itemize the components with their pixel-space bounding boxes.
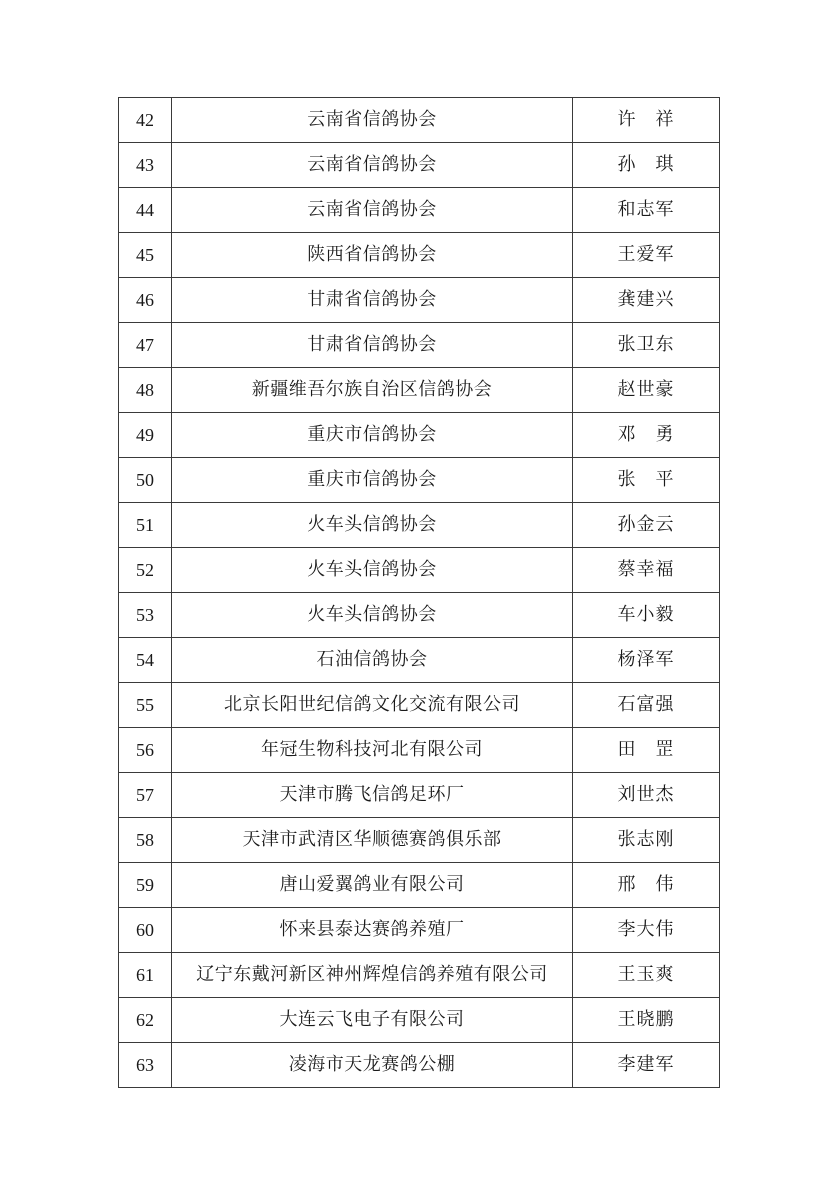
person-name: 车小毅: [573, 593, 720, 638]
table-row: [119, 953, 720, 998]
organization-name: 凌海市天龙赛鸽公棚: [172, 1043, 573, 1088]
table-row: [119, 368, 720, 413]
person-name: 邢 伟: [573, 863, 720, 908]
organization-name: 天津市武清区华顺德赛鸽俱乐部: [172, 818, 573, 863]
row-number: 58: [119, 818, 172, 863]
person-name: 石富强: [573, 683, 720, 728]
table-row: [119, 278, 720, 323]
row-number: 50: [119, 458, 172, 503]
organization-name: 石油信鸽协会: [172, 638, 573, 683]
person-name: 许 祥: [573, 98, 720, 143]
row-number: 62: [119, 998, 172, 1043]
table-row: [119, 548, 720, 593]
row-number: 51: [119, 503, 172, 548]
row-number: 43: [119, 143, 172, 188]
organization-name: 火车头信鸽协会: [172, 503, 573, 548]
person-name: 龚建兴: [573, 278, 720, 323]
organization-name: 火车头信鸽协会: [172, 548, 573, 593]
row-number: 57: [119, 773, 172, 818]
table-row: [119, 908, 720, 953]
organization-name: 云南省信鸽协会: [172, 98, 573, 143]
organization-name: 云南省信鸽协会: [172, 143, 573, 188]
row-number: 63: [119, 1043, 172, 1088]
person-name: 蔡幸福: [573, 548, 720, 593]
organization-name: 天津市腾飞信鸽足环厂: [172, 773, 573, 818]
row-number: 56: [119, 728, 172, 773]
person-name: 王玉爽: [573, 953, 720, 998]
table-row: [119, 638, 720, 683]
row-number: 46: [119, 278, 172, 323]
organization-name: 甘肃省信鸽协会: [172, 323, 573, 368]
table-row: [119, 503, 720, 548]
row-number: 55: [119, 683, 172, 728]
organization-name: 大连云飞电子有限公司: [172, 998, 573, 1043]
row-number: 54: [119, 638, 172, 683]
organization-name: 陕西省信鸽协会: [172, 233, 573, 278]
table-row: [119, 818, 720, 863]
row-number: 47: [119, 323, 172, 368]
organization-name: 重庆市信鸽协会: [172, 413, 573, 458]
row-number: 61: [119, 953, 172, 998]
table-row: [119, 683, 720, 728]
organization-name: 火车头信鸽协会: [172, 593, 573, 638]
row-number: 60: [119, 908, 172, 953]
member-table: [118, 97, 720, 1088]
person-name: 李建军: [573, 1043, 720, 1088]
organization-name: 甘肃省信鸽协会: [172, 278, 573, 323]
person-name: 李大伟: [573, 908, 720, 953]
organization-name: 怀来县泰达赛鸽养殖厂: [172, 908, 573, 953]
table-row: [119, 458, 720, 503]
table-row: [119, 863, 720, 908]
person-name: 刘世杰: [573, 773, 720, 818]
row-number: 49: [119, 413, 172, 458]
row-number: 48: [119, 368, 172, 413]
person-name: 邓 勇: [573, 413, 720, 458]
person-name: 王晓鹏: [573, 998, 720, 1043]
organization-name: 新疆维吾尔族自治区信鸽协会: [172, 368, 573, 413]
organization-name: 年冠生物科技河北有限公司: [172, 728, 573, 773]
table-row: [119, 773, 720, 818]
row-number: 44: [119, 188, 172, 233]
person-name: 孙 琪: [573, 143, 720, 188]
row-number: 45: [119, 233, 172, 278]
table-row: [119, 1043, 720, 1088]
table-row: [119, 98, 720, 143]
person-name: 赵世豪: [573, 368, 720, 413]
row-number: 42: [119, 98, 172, 143]
organization-name: 辽宁东戴河新区神州辉煌信鸽养殖有限公司: [172, 953, 573, 998]
table-row: [119, 233, 720, 278]
organization-name: 重庆市信鸽协会: [172, 458, 573, 503]
person-name: 张 平: [573, 458, 720, 503]
person-name: 孙金云: [573, 503, 720, 548]
table-row: [119, 998, 720, 1043]
member-table-body: [119, 98, 720, 1088]
table-row: [119, 593, 720, 638]
table-row: [119, 323, 720, 368]
row-number: 52: [119, 548, 172, 593]
person-name: 张志刚: [573, 818, 720, 863]
table-row: [119, 728, 720, 773]
row-number: 53: [119, 593, 172, 638]
table-row: [119, 413, 720, 458]
person-name: 和志军: [573, 188, 720, 233]
organization-name: 云南省信鸽协会: [172, 188, 573, 233]
organization-name: 唐山爱翼鸽业有限公司: [172, 863, 573, 908]
person-name: 王爱军: [573, 233, 720, 278]
row-number: 59: [119, 863, 172, 908]
table-row: [119, 143, 720, 188]
person-name: 张卫东: [573, 323, 720, 368]
table-row: [119, 188, 720, 233]
organization-name: 北京长阳世纪信鸽文化交流有限公司: [172, 683, 573, 728]
person-name: 田 罡: [573, 728, 720, 773]
person-name: 杨泽军: [573, 638, 720, 683]
